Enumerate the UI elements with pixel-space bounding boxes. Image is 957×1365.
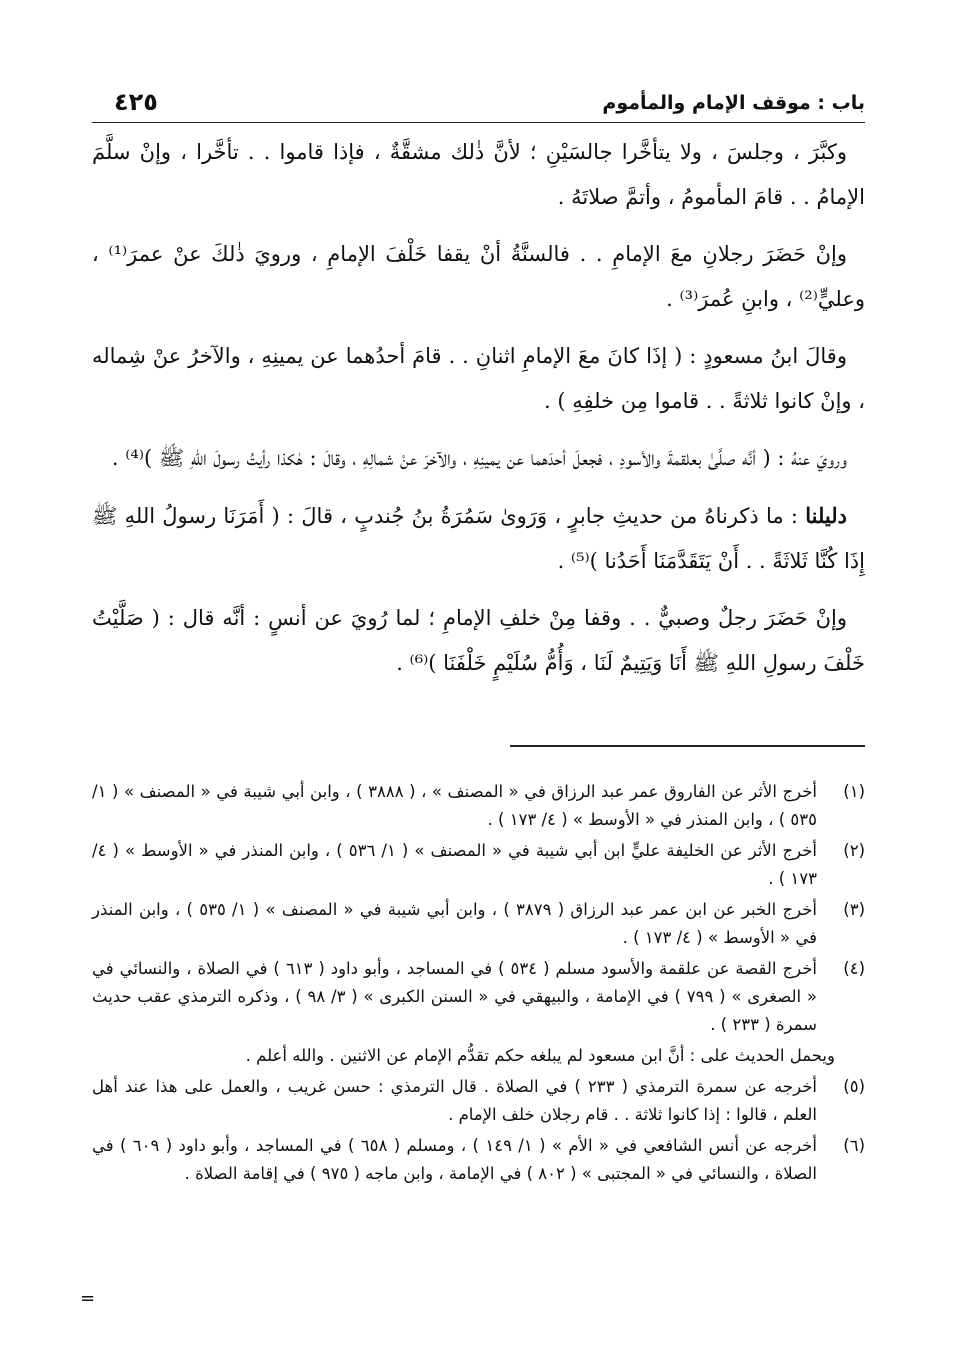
footnote-5 (92, 1073, 865, 1129)
main-text (92, 130, 865, 698)
paragraph-1: وكبَّرَ ، وجلسَ ، ولا يتأخَّرا جالسَيْنِ ؛ لأنَّ ذٰلك مشقَّةٌ ، فإذا قاموا . . تأخَّرا ، وإنْ سلَّمَ الإمامُ . . قامَ المأمومُ ، وأتمَّ صلاتَهُ . (92, 140, 865, 209)
footnote-number: (٢) (843, 841, 865, 860)
footnote-3 (92, 896, 865, 952)
footnote-text: أخرجه عن سمرة الترمذي ( ٢٣٣ ) في الصلاة . قال الترمذي : حسن غريب ، والعمل على هذا عند أهل العلم ، قالوا : إذا كانوا ثلاثة . . قام رجلان خلف الإمام . (92, 1077, 817, 1124)
evidence-label: دليلنا (805, 503, 847, 528)
footnote-text: أخرج الخبر عن ابن عمر عبد الرزاق ( ٣٨٧٩ ) ، وابن أبي شيبة في « المصنف » ( ١/ ٥٣٥ ) ، وابن المنذر في « الأوسط » ( ٤/ ١٧٣ ) . (92, 900, 817, 947)
paragraph-2: وإنْ حَضَرَ رجلانِ معَ الإمامِ . . فالسنَّةُ أنْ يقفا خَلْفَ الإمامِ ، ورويَ ذٰلكَ عنْ عمرَ⁽¹⁾ ، وعليٍّ⁽²⁾ ، وابنِ عُمرَ⁽³⁾ . (92, 242, 865, 311)
footnote-number: (٣) (843, 900, 865, 919)
footnote-6 (92, 1132, 865, 1188)
paragraph-5-text: : ما ذكرناهُ من حديثِ جابرٍ ، وَرَوىٰ سَمُرَةُ بنُ جُندبٍ ، قالَ : ( أَمَرَنَا رسولُ اللهِ ﷺ إِذَا كُنَّا ثَلاثَةً . . أَنْ يَتَقَدَّمَنَا أَحَدُنا )⁽⁵⁾ . (92, 504, 865, 573)
footnote-text: أخرج الأثر عن الفاروق عمر عبد الرزاق في « المصنف » ، ( ٣٨٨٨ ) ، وابن أبي شيبة في « المصنف » ( ١/ ٥٣٥ ) ، وابن المنذر في « الأوسط » ( ٤/ ١٧٣ ) . (92, 782, 817, 829)
footnote-number: (٤) (843, 959, 865, 978)
footnote-number: (١) (843, 782, 865, 801)
footnote-text: أخرج الأثر عن الخليفة عليٍّ ابن أبي شيبة في « المصنف » ( ١/ ٥٣٦ ) ، وابن المنذر في « الأوسط » ( ٤/ ١٧٣ ) . (92, 841, 818, 888)
footnote-1 (92, 778, 865, 834)
page-header (92, 88, 865, 120)
footnote-number: (٦) (843, 1136, 865, 1155)
continuation-mark: = (80, 1288, 96, 1309)
header-rule (92, 122, 865, 123)
footnote-separator (510, 745, 865, 747)
chapter-title: باب : موقف الإمام والمأموم (602, 92, 865, 114)
footnotes (92, 778, 865, 1191)
page-number: ٤٢٥ (114, 88, 158, 116)
footnote-text: أخرجه عن أنس الشافعي في « الأم » ( ١/ ١٤٩ ) ، ومسلم ( ٦٥٨ ) في المساجد ، وأبو داود ( ٦٠٩ ) في الصلاة ، والنسائي في « المجتبى » ( ٨٠٢ ) في الإمامة ، وابن ماجه ( ٩٧٥ ) في إقامة الصلاة . (92, 1136, 817, 1183)
footnote-text: أخرج القصة عن علقمة والأسود مسلم ( ٥٣٤ ) في المساجد ، وأبو داود ( ٦١٣ ) في الصلاة ، والنسائي في « الصغرى » ( ٧٩٩ ) في الإمامة ، والبيهقي في « السنن الكبرى » ( ٣/ ٩٨ ) ، وذكره الترمذي عقب حديث سمرة ( ٢٣٣ ) . (92, 959, 817, 1034)
paragraph-5 (92, 493, 865, 584)
footnote-2 (92, 837, 865, 893)
footnote-number: (٥) (843, 1077, 865, 1096)
paragraph-3: وقالَ ابنُ مسعودٍ : ( إذَا كانَ معَ الإمامِ اثنانِ . . قامَ أحدُهما عن يمينِهِ ، والآخرُ عنْ شِماله ، وإنْ كانوا ثلاثةً . . قاموا مِن خلفِهِ ) . (92, 344, 865, 413)
paragraph-6: وإنْ حَضَرَ رجلٌ وصبيٌّ . . وقفا مِنْ خلفِ الإمامِ ؛ لما رُويَ عن أنسٍ : أنَّه قال : ( صَلَّيْتُ خَلْفَ رسولِ اللهِ ﷺ أَنَا وَيَتِيمٌ لَنَا ، وَأُمُّ سُلَيْمٍ خَلْفَنَا )⁽⁶⁾ . (92, 606, 865, 675)
paragraph-4: ورويَ عنهُ : ( أنَّه صلَّىٰ بعلقمةَ والأسودِ ، فجعلَ أحدَهما عن يمينِهِ ، والآخرَ عنْ شمالِهِ ، وقالَ : هٰكذا رأيتُ رسولَ اللهِ ﷺ )⁽⁴⁾ . (111, 446, 847, 470)
footnote-4 (92, 955, 865, 1039)
footnote-4-continuation: ويحمل الحديث على : أنَّ ابن مسعود لم يبلغه حكم تقدُّم الإمام عن الاثنين . والله أعلم . (245, 1046, 835, 1065)
